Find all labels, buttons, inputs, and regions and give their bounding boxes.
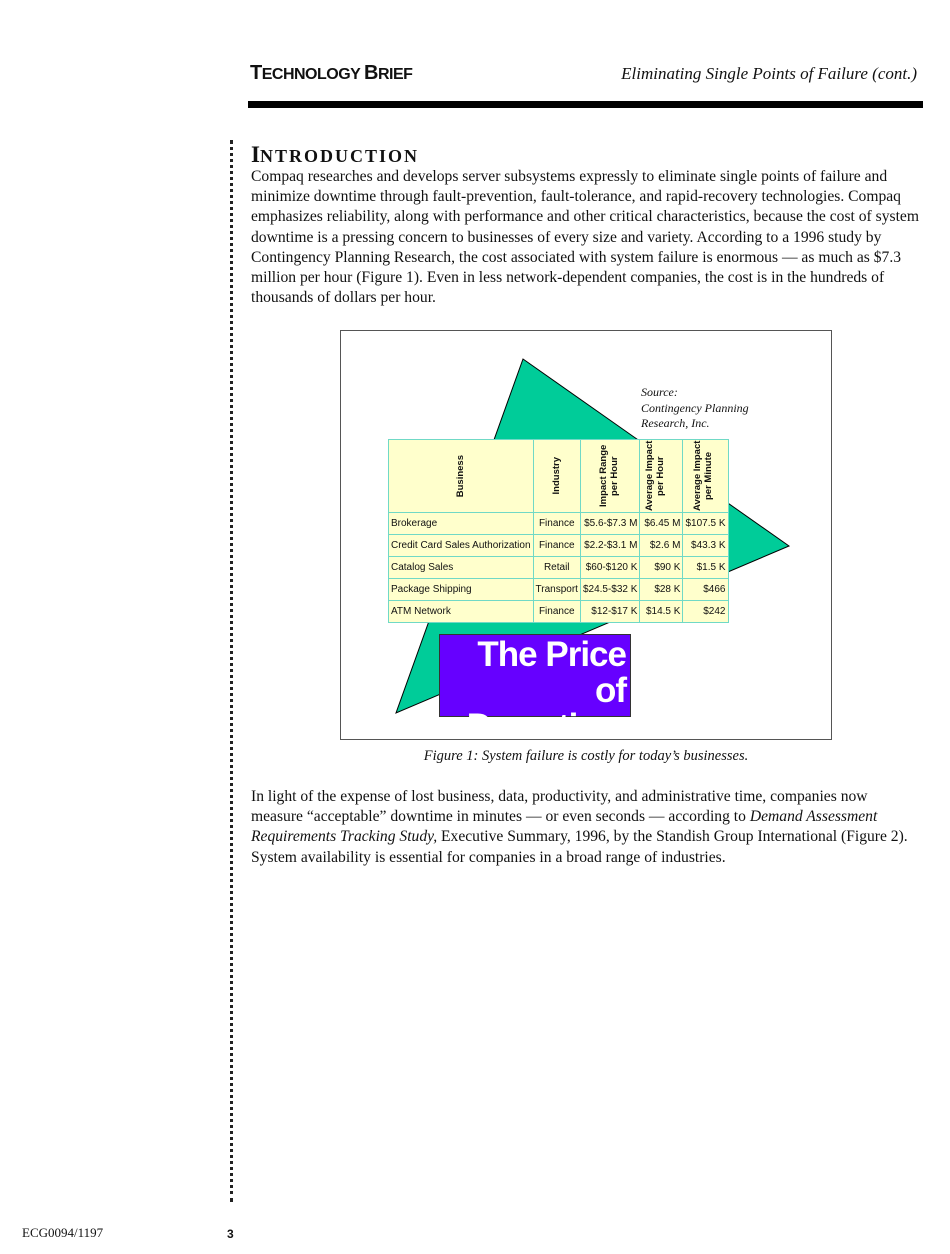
intro-paragraph: Compaq researches and develops server subsystems expressly to eliminate single points of failure and minimize downtime through fault-prevention, fault-tolerance, and rapid-recovery technologies. Compaq emphasizes reliability, along with performance and other critical characteristics, because the cost of system downtime is a pressing concern to businesses of every size and variety. According to a 1996 study by Contingency Planning Research, the cost associated with system failure is enormous — as much as $7.3 million per hour (Figure 1). Even in less network-dependent companies, the cost is in the hundreds of thousands of dollars per hour. [251, 168, 919, 307]
section-title-cap: I [251, 142, 260, 167]
banner-line: Downtime [466, 707, 626, 746]
study-title: Demand Assessment Requirements Tracking Study, [251, 808, 878, 846]
document-code: ECG0094/1197 [22, 1225, 104, 1240]
table-cell: $90 K [640, 557, 683, 579]
column-header-text: Average Impact per Minute [692, 440, 715, 512]
body-text: Executive Summary, 1996, by the Standish Group International (Figure 2). System availability is essential for companies in a broad range of industries. [251, 828, 908, 866]
table-row [389, 557, 729, 579]
price-of-downtime-banner [439, 634, 631, 746]
table-cell: $28 K [640, 579, 683, 601]
table-cell: $43.3 K [683, 535, 728, 557]
table-cell: ATM Network [389, 601, 534, 623]
table-cell: Finance [533, 601, 580, 623]
table-cell: $5.6-$7.3 M [580, 513, 640, 535]
figure-caption: Figure 1: System failure is costly for today’s businesses. [423, 748, 749, 764]
section-title-rest: NTRODUCTION [259, 146, 419, 166]
column-header [683, 440, 728, 513]
table-cell: Catalog Sales [389, 557, 534, 579]
source-line: Research, Inc. [641, 416, 710, 430]
header-title-part1: ECHNOLOGY [261, 66, 364, 83]
table-cell: Package Shipping [389, 579, 534, 601]
table-row [389, 579, 729, 601]
table-cell: $1.5 K [683, 557, 728, 579]
column-header [580, 440, 640, 513]
table-cell: $14.5 K [640, 601, 683, 623]
body-paragraph [251, 787, 923, 868]
header-rule [248, 101, 923, 108]
column-header-text: Business [455, 454, 467, 498]
section-title [251, 142, 419, 168]
table-cell: $466 [683, 579, 728, 601]
table-cell: $24.5-$32 K [580, 579, 640, 601]
table-cell: $2.2-$3.1 M [580, 535, 640, 557]
table-row [389, 513, 729, 535]
table-cell: Retail [533, 557, 580, 579]
table-cell: Finance [533, 513, 580, 535]
table-row [389, 535, 729, 557]
page-number: 3 [227, 1227, 234, 1241]
source-note [641, 385, 801, 432]
downtime-cost-table [388, 439, 729, 623]
source-line: Source: [641, 385, 678, 399]
column-header [533, 440, 580, 513]
table-header-row [389, 440, 729, 513]
table-cell: $2.6 M [640, 535, 683, 557]
source-line: Contingency Planning [641, 400, 749, 415]
table-cell: $6.45 M [640, 513, 683, 535]
header-title [250, 62, 412, 85]
column-header-text: Industry [551, 457, 563, 495]
table-row [389, 601, 729, 623]
margin-dotted-line [230, 140, 233, 1202]
table-cell: $107.5 K [683, 513, 728, 535]
column-header [389, 440, 534, 513]
table-cell: $60-$120 K [580, 557, 640, 579]
header-title-part2: RIEF [377, 66, 413, 83]
banner-line: The Price of [477, 635, 626, 710]
table-cell: $242 [683, 601, 728, 623]
table-cell: Transport [533, 579, 580, 601]
column-header-text: Average Impact per Hour [644, 440, 667, 512]
column-header-text: Impact Range per Hour [598, 444, 621, 508]
table-cell: Finance [533, 535, 580, 557]
table-cell: Credit Card Sales Authorization [389, 535, 534, 557]
body-text: In light of the expense of lost business, data, productivity, and administrative time, companies now measure “acceptable” downtime in minutes — or even seconds — according to [251, 788, 868, 826]
table-cell: $12-$17 K [580, 601, 640, 623]
header-title-t: T [250, 62, 262, 84]
header-title-b: B [364, 62, 378, 84]
figure-1 [340, 330, 832, 746]
column-header [640, 440, 683, 513]
header-subtitle: Eliminating Single Points of Failure (cont.) [621, 64, 917, 83]
table-cell: Brokerage [389, 513, 534, 535]
